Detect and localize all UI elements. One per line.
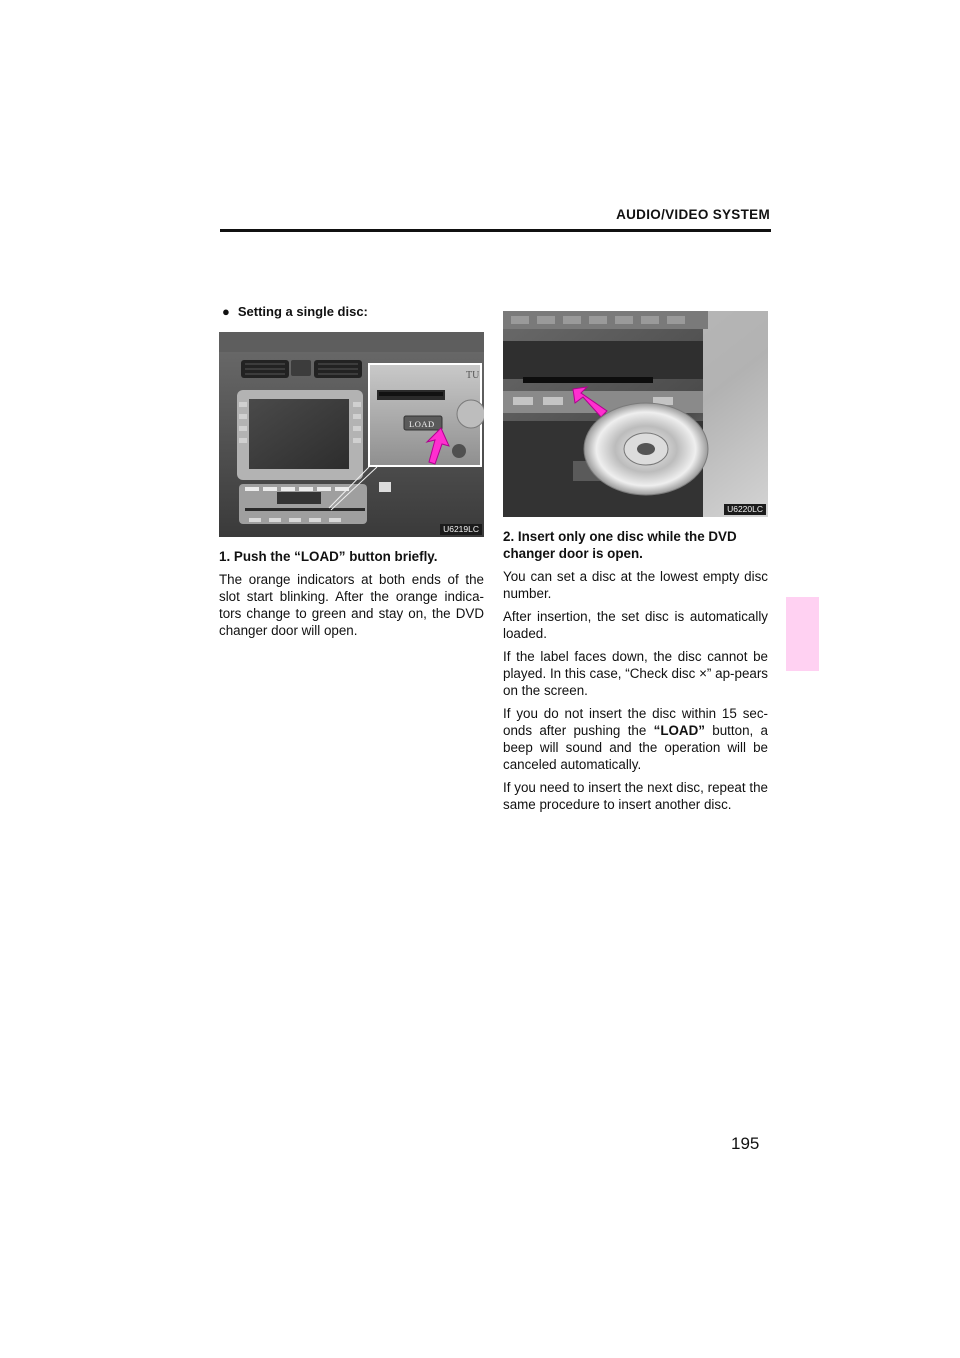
- section-tab-marker: [786, 597, 819, 671]
- section-heading: [222, 304, 484, 319]
- left-column: [219, 304, 484, 645]
- disc-insert-figure: [503, 311, 768, 517]
- header-title: AUDIO/VIDEO SYSTEM: [616, 207, 770, 222]
- paragraph: After insertion, the set disc is automatically loaded.: [503, 609, 768, 641]
- page-number: 195: [731, 1134, 760, 1153]
- right-column: [503, 311, 768, 819]
- step-2-title: 2. Insert only one disc while the DVD changer door is open.: [503, 529, 737, 561]
- header-rule: [220, 229, 771, 232]
- paragraph-text: button, a beep will sound and the operation will be canceled automatically.: [503, 723, 769, 772]
- bullet-icon: ●: [222, 304, 230, 319]
- dashboard-figure: [219, 332, 484, 537]
- paragraph: If you need to insert the next disc, repeat the same procedure to insert another disc.: [503, 780, 768, 812]
- step-1-title: 1. Push the “LOAD” button briefly.: [219, 549, 438, 564]
- load-button-label: LOAD: [409, 419, 435, 429]
- figure-code: U6220LC: [724, 504, 766, 515]
- step-1-paragraph: The orange indicators at both ends of the slot start blinking. After the orange indica-tors change to green and stay on, the DVD changer door will open.: [219, 572, 484, 638]
- section-heading-text: Setting a single disc:: [237, 304, 368, 319]
- inset-panel-mark: TU: [466, 370, 480, 381]
- paragraph: If the label faces down, the disc cannot be played. In this case, “Check disc ×” ap-pears on the screen.: [503, 649, 768, 698]
- figure-code: U6219LC: [440, 524, 482, 535]
- paragraph-text: If you do not insert the disc within 15 sec-onds after pushing the: [503, 706, 768, 738]
- paragraph-load-timeout: [503, 705, 768, 773]
- load-emphasis: “LOAD”: [653, 723, 705, 738]
- paragraph: You can set a disc at the lowest empty disc number.: [503, 569, 768, 601]
